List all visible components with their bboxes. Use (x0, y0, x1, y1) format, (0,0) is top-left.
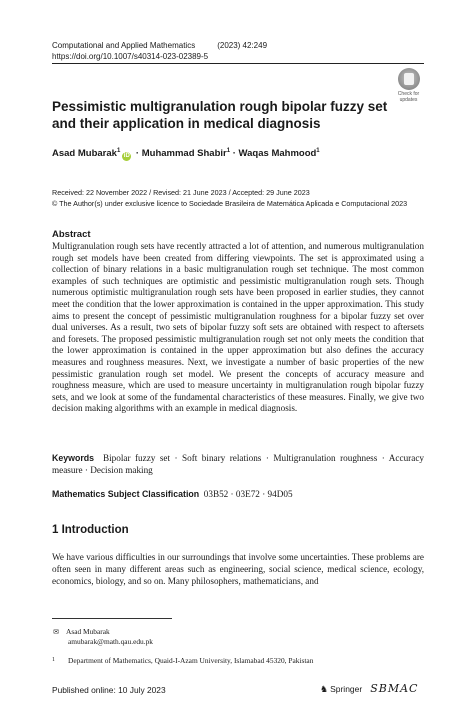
springer-logo: Springer (330, 684, 363, 694)
abstract-text: Multigranulation rough sets have recently attracted a lot of attention, and numerous multigranulation rough set models have been created from differing viewpoints. The set is approximated using a collection of binary relations in a basic multigranulation rough set technique. The most common examples of such techniques are optimistic and pessimistic multigranulation rough sets. Though numerous optimistic multigranulation rough sets have been proposed in earlier studies, they cannot meet the condition that the lower approximation is contained in the upper approximation. This study aims to present the concept of pessimistic multigranulation roughness for a bipolar fuzzy set over dual universes. As a result, two sets of bipolar fuzzy soft sets are obtained with respect to aftersets and foresets. The proposed pessimistic multigranulation rough set not only meets the condition that the lower approximation is contained in the upper approximation but also defines the accuracy measures and roughness measures. Next, we investigate a number of basic properties of the new pessimistic granulation rough set model. We present the concepts of accuracy measure and roughness measure, which are used to measure uncertainty in multigranulation rough bipolar fuzzy sets, and we look at some of the fundamental characteristics of these measures. Finally, we give two decision making algorithms with an example in medical diagnosis. (52, 241, 424, 414)
journal-volume: (2023) 42:249 (217, 41, 268, 50)
msc-codes: 03B52 · 03E72 · 94D05 (203, 489, 293, 499)
author-affil-sup: 1 (316, 148, 320, 154)
author-name[interactable]: Muhammad Shabir (141, 148, 227, 160)
publisher-logos (320, 682, 418, 695)
journal-name: Computational and Applied Mathematics (52, 41, 196, 50)
crossmark-icon (398, 68, 420, 90)
published-online: Published online: 10 July 2023 (52, 685, 166, 695)
author-name[interactable]: Waqas Mahmood (238, 148, 317, 160)
sbmac-logo: SBMAC (370, 682, 419, 695)
history-dates: Received: 22 November 2022 / Revised: 21 June 2023 / Accepted: 29 June 2023 (52, 188, 310, 197)
keywords (52, 452, 424, 476)
journal-header (52, 40, 267, 62)
keywords-text: Bipolar fuzzy set · Soft binary relations · Multigranulation roughness · Accuracy measure · Decision making (52, 453, 424, 475)
orcid-icon[interactable]: iD (123, 153, 130, 160)
corresponding-author (52, 627, 153, 647)
author-name[interactable]: Asad Mubarak (52, 148, 117, 160)
publication-dates (52, 187, 407, 209)
footnote-divider (52, 618, 172, 619)
envelope-icon: ✉ (53, 628, 59, 636)
check-for-updates-badge[interactable] (393, 68, 424, 104)
doi-link[interactable]: https://doi.org/10.1007/s40314-023-02389-5 (52, 52, 209, 61)
author-list: Asad Mubarak$^1$iD · Muhammad Shabir$^1$ · Waqas Mahmood$^1$ (52, 148, 320, 160)
introduction-text: We have various difficulties in our surroundings that involve some uncertainties. These problems are often seen in many different areas such as engineering, social science, medical science, ecology, economics, biology, and so on. Many philosophers, mathematicians, and (52, 552, 424, 586)
affiliation-number: 1 (52, 657, 55, 663)
header-divider (52, 63, 424, 64)
author-affil-sup: 1 (116, 148, 121, 154)
abstract-heading: Abstract (52, 229, 91, 240)
copyright-notice: © The Author(s) under exclusive licence to Sociedade Brasileira de Matemática Aplicada e Computacional 2023 (52, 199, 408, 208)
keywords-label: Keywords (52, 453, 95, 463)
paper-title: Pessimistic multigranulation rough bipolar fuzzy set and their application in medical diagnosis (52, 99, 388, 131)
section-heading: 1 Introduction (52, 524, 129, 536)
author-affil-sup: 1 (226, 148, 231, 154)
contact-email[interactable]: amubarak@math.qau.edu.pk (68, 637, 153, 646)
msc-label: Mathematics Subject Classification (52, 489, 200, 499)
contact-name: Asad Mubarak (66, 627, 110, 636)
springer-horse-icon: ♞ (320, 685, 329, 695)
check-updates-label: Check for updates (397, 91, 420, 103)
affiliation (52, 656, 313, 665)
affiliation-text: Department of Mathematics, Quaid-I-Azam University, Islamabad 45320, Pakistan (68, 656, 314, 665)
msc-classification (52, 489, 293, 499)
